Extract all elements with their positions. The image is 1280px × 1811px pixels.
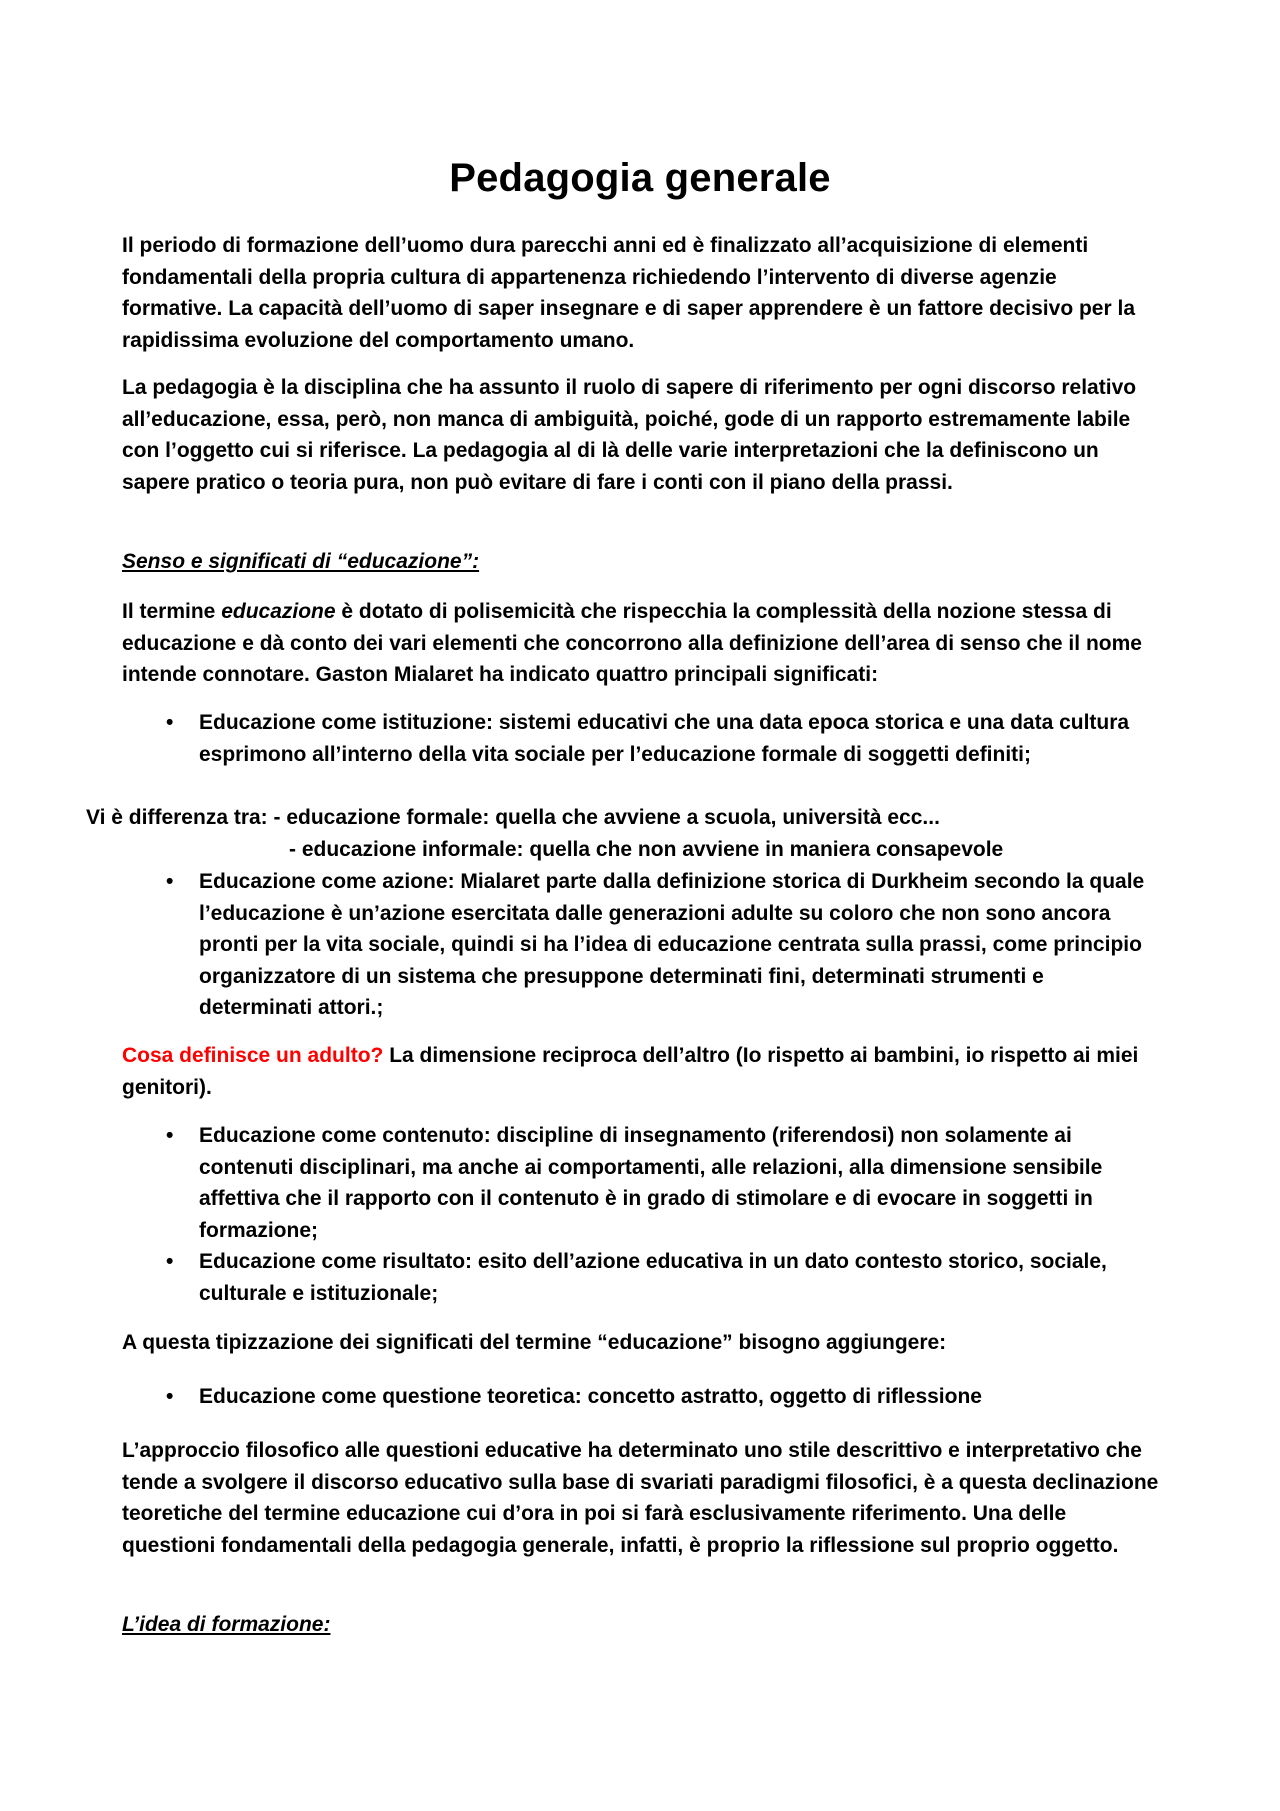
emphasized-term: educazione [221,600,336,623]
bullet-icon: • [166,1250,174,1273]
section-heading-educazione [122,546,1162,578]
list-item-text: Educazione come questione teoretica: concetto astratto, oggetto di riflessione [199,1385,982,1408]
differenza-line-informale: - educazione informale: quella che non avviene in maniera consapevole [289,838,1004,861]
paragraph-text [122,1040,1162,1103]
paragraph-text-start: Il termine [122,600,222,623]
list-item-text: Educazione come istituzione: sistemi educativi che una data epoca storica e una data cultura esprimono all’interno della vita sociale per l’educazione formale di soggetti definiti; [199,711,1130,766]
list-item [122,1381,1162,1413]
differenza-line-formale: Vi è differenza tra: - educazione formale: quella che avviene a scuola, università ecc... [86,806,940,829]
paragraph-pedagogy [122,372,1162,498]
paragraph-text-rest: La dimensione reciproca dell’altro (Io rispetto ai bambini, io rispetto ai miei genitori). [122,1044,1139,1099]
paragraph-text [122,596,1162,691]
highlighted-question: Cosa definisce un adulto? [122,1044,384,1067]
list-item-text: Educazione come risultato: esito dell’azione educativa in un dato contesto storico, sociale, culturale e istituzionale; [199,1250,1107,1305]
section-heading: Senso e significati di “educazione”: [122,550,480,573]
paragraph-polisemicita [122,596,1162,691]
bullet-icon: • [166,870,174,893]
paragraph-text: La pedagogia è la disciplina che ha assunto il ruolo di sapere di riferimento per ogni discorso relativo all’educazione, essa, però, non manca di ambiguità, poiché, gode di un rapporto estremamente labile con l’oggetto cui si riferisce. La pedagogia al di là delle varie interpretazioni che la definiscono un sapere pratico o teoria pura, non può evitare di fare i conti con il piano della prassi. [122,376,1137,494]
list-item-text: Educazione come azione: Mialaret parte dalla definizione storica di Durkheim secondo la quale l’educazione è un’azione esercitata dalle generazioni adulte su coloro che non sono ancora pronti per la vita sociale, quindi si ha l’idea di educazione centrata sulla prassi, come principio organizzatore di un sistema che presuppone determinati fini, determinati strumenti e determinati attori.; [199,870,1145,1019]
section-heading-formazione [122,1609,1162,1641]
section-heading: L’idea di formazione: [122,1613,331,1636]
list-item [122,1120,1162,1246]
bullet-icon: • [166,711,174,734]
page-title: Pedagogia generale [449,156,831,200]
list-item [122,1246,1162,1309]
paragraph-adulto [122,1040,1162,1103]
paragraph-text: A questa tipizzazione dei significati del termine “educazione” bisogno aggiungere: [122,1331,947,1354]
paragraph-text: Il periodo di formazione dell’uomo dura parecchi anni ed è finalizzato all’acquisizione di elementi fondamentali della propria cultura di appartenenza richiedendo l’intervento di diverse agenzie formative. La capacità dell’uomo di saper insegnare e di saper apprendere è un fattore decisivo per la rapidissima evoluzione del comportamento umano. [122,234,1136,352]
list-item [122,866,1162,1024]
paragraph-intro [122,230,1162,356]
paragraph-text-end: è dotato di polisemicità che rispecchia la complessità della nozione stessa di educazione e dà conto dei vari elementi che concorrono alla definizione dell’area di senso che il nome intende connotare. Gaston Mialaret ha indicato quattro principali significati: [122,600,1142,686]
paragraph-text: L’approccio filosofico alle questioni educative ha determinato uno stile descrittivo e interpretativo che tende a svolgere il discorso educativo sulla base di svariati paradigmi filosofici, è a questa declinazione teoretiche del termine educazione cui d’ora in poi si farà esclusivamente riferimento. Una delle questioni fondamentali della pedagogia generale, infatti, è proprio la riflessione sul proprio oggetto. [122,1439,1159,1557]
bullet-icon: • [166,1385,174,1408]
list-item-text: Educazione come contenuto: discipline di insegnamento (riferendosi) non solamente ai contenuti disciplinari, ma anche ai comportamenti, alle relazioni, alla dimensione sensibile affettiva che il rapporto con il contenuto è in grado di stimolare e di evocare in soggetti in formazione; [199,1124,1103,1242]
bullet-icon: • [166,1124,174,1147]
paragraph-approccio [122,1435,1162,1561]
paragraph-tipizzazione [122,1327,1162,1359]
list-item [122,707,1162,770]
